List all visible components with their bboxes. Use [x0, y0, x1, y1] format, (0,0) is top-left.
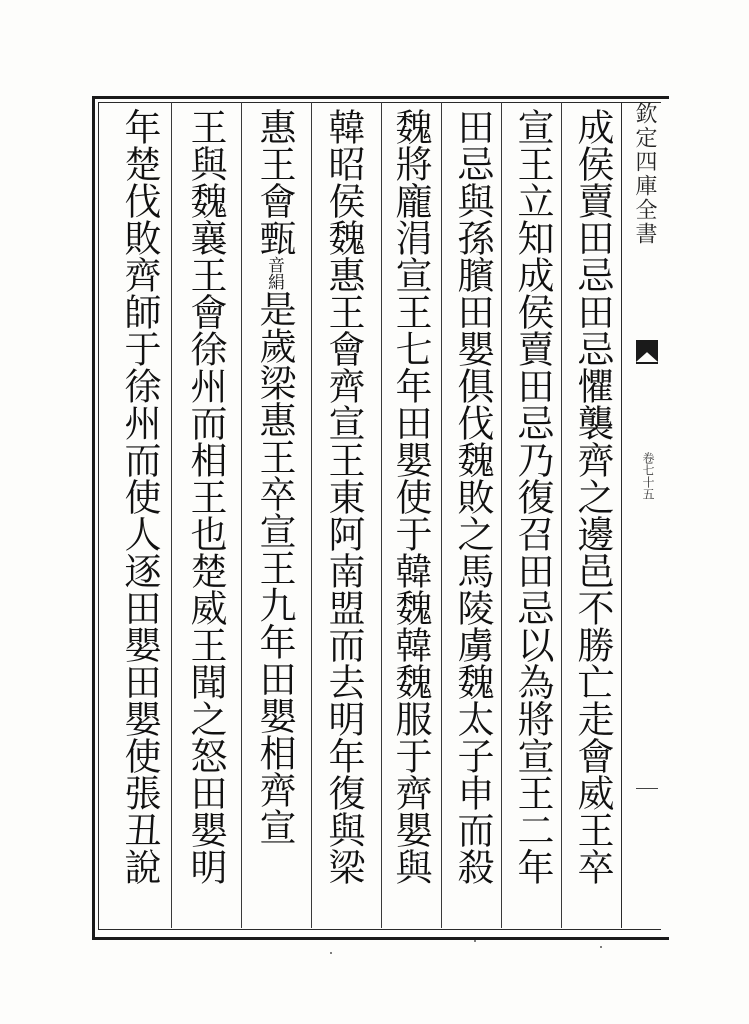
column-6-text-before: 惠王會甄 [253, 108, 296, 256]
text-column-3: 田忌與孫臏田嬰俱伐魏敗之馬陵虜魏太子申而殺 [451, 108, 494, 885]
scan-speck [600, 946, 602, 948]
banxin-bottom-rule [636, 788, 658, 789]
column-divider [241, 102, 242, 928]
column-divider [561, 102, 562, 928]
fish-tail-rule [636, 362, 658, 364]
pronunciation-note: 音絹 [264, 256, 284, 290]
column-divider [381, 102, 382, 928]
column-divider [441, 102, 442, 928]
scan-speck [474, 940, 476, 942]
text-column-6 [247, 108, 301, 918]
banxin-book-title: 欽定四庫全書 [632, 102, 657, 246]
text-column-2: 宣王立知成侯賣田忌乃復召田忌以為將宣王二年 [511, 108, 554, 885]
text-column-4: 魏將龐涓宣王七年田嬰使于韓魏韓魏服于齊嬰與 [389, 108, 432, 885]
column-6-text-after: 是歲梁惠王卒宣王九年田嬰相齊宣 [253, 290, 296, 845]
text-column-5: 韓昭侯魏惠王會齊宣王東阿南盟而去明年復與梁 [322, 108, 365, 885]
scan-speck [330, 952, 332, 954]
column-divider [171, 102, 172, 928]
text-column-7: 王與魏襄王會徐州而相王也楚威王聞之怒田嬰明 [184, 108, 227, 885]
text-column-8: 年楚伐敗齊師于徐州而使人逐田嬰田嬰使張丑說 [118, 108, 161, 885]
column-divider [311, 102, 312, 928]
text-column-1: 成侯賣田忌田忌懼襲齊之邊邑不勝亡走會威王卒 [571, 108, 614, 885]
juan-number-label: 卷七十五 [641, 452, 655, 500]
column-divider [501, 102, 502, 928]
